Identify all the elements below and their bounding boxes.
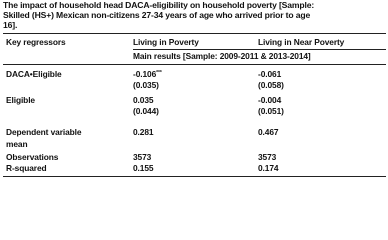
row-label: DACA•Eligible [6,69,62,79]
cell-poverty: 0.155 [133,163,154,173]
header-key-regressors: Key regressors [6,37,66,47]
cell-poverty [133,69,162,79]
row-label: R-squared [6,163,47,173]
table-caption [3,0,387,31]
caption-line-2: Skilled (HS+) Mexican non-citizens 27-34 years of age who arrived prior to age [3,10,311,21]
cell-near-poverty-se: (0.051) [258,106,284,116]
cell-poverty-se: (0.035) [133,80,159,90]
cell-poverty: 0.281 [133,127,154,137]
table-bottom-rule [3,176,386,177]
cell-near-poverty: 0.467 [258,127,279,137]
header-living-in-near-poverty: Living in Near Poverty [258,37,345,47]
cell-near-poverty: -0.061 [258,69,282,79]
cell-near-poverty: 3573 [258,152,277,162]
header-sub-rule [133,49,386,50]
row-label: Observations [6,152,59,162]
table-header-rule [3,64,386,65]
header-main-results: Main results [Sample: 2009-2011 & 2013-2014] [133,51,311,61]
cell-near-poverty: -0.004 [258,95,282,105]
cell-near-poverty: 0.174 [258,163,279,173]
cell-poverty-value: -0.106 [133,69,157,79]
cell-poverty-se: (0.044) [133,106,159,116]
cell-near-poverty-se: (0.058) [258,80,284,90]
caption-line-1: The impact of household head DACA-eligibility on household poverty [Sample: [3,0,315,10]
caption-line-3: 16]. [3,20,18,31]
table-top-rule [3,33,386,34]
row-label: Dependent variable [6,127,82,137]
significance-stars: *** [156,70,162,76]
cell-poverty: 0.035 [133,95,154,105]
row-label: Eligible [6,95,35,105]
row-label: mean [6,139,28,149]
cell-poverty: 3573 [133,152,152,162]
header-living-in-poverty: Living in Poverty [133,37,199,47]
